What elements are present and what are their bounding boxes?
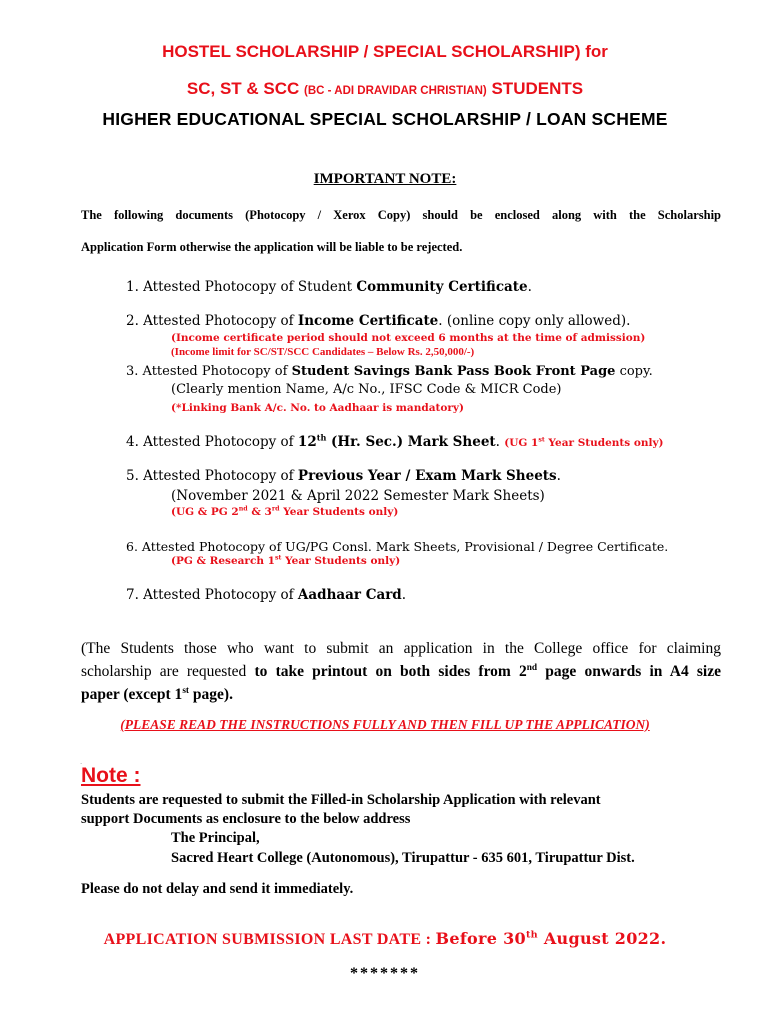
note-heading: Note : bbox=[81, 764, 141, 787]
doc-item-3-note: (*Linking Bank A/c. No. to Aadhaar is mandatory) bbox=[171, 402, 464, 414]
doc-item-7-post: . bbox=[401, 587, 407, 603]
doc-item-5-note-sup2: rd bbox=[271, 505, 280, 513]
doc-item-2-note-1: (Income certificate period should not exceed 6 months at the time of admission) bbox=[171, 332, 646, 344]
footer-stars: ******* bbox=[350, 965, 420, 982]
doc-item-5-sub: (November 2021 & April 2022 Semester Mark Sheets) bbox=[171, 488, 545, 504]
print-note-line-2-pre: scholarship are requested bbox=[81, 663, 255, 680]
title-line-2a: SC, ST & SCC bbox=[186, 79, 305, 98]
doc-item-2-pre: 2. Attested Photocopy of bbox=[126, 313, 298, 329]
doc-item-1-bold: Community Certificate bbox=[356, 279, 528, 295]
doc-item-2-post: . (online copy only allowed). bbox=[438, 313, 631, 329]
doc-item-7-bold: Aadhaar Card bbox=[297, 587, 402, 603]
last-date-line bbox=[0, 929, 770, 949]
doc-item-4-bold-a: 12 bbox=[297, 434, 317, 450]
important-note-line-1: The following documents (Photocopy / Xerox Copy) should be enclosed along with the Scholarship bbox=[81, 208, 721, 222]
doc-item-1 bbox=[126, 279, 532, 295]
doc-item-6: 6. Attested Photocopy of UG/PG Consl. Mark Sheets, Provisional / Degree Certificate. bbox=[126, 539, 669, 554]
important-note-line-2: Application Form otherwise the application will be liable to be rejected. bbox=[81, 240, 463, 254]
doc-item-6-note-b: Year Students only) bbox=[281, 555, 401, 567]
doc-item-4-post: . bbox=[495, 434, 505, 450]
important-note-heading: IMPORTANT NOTE: bbox=[313, 171, 457, 187]
doc-item-2-note-2: (Income limit for SC/ST/SCC Candidates – Below Rs. 2,50,000/-) bbox=[171, 346, 475, 358]
title-line-3: HIGHER EDUCATIONAL SPECIAL SCHOLARSHIP / LOAN SCHEME bbox=[102, 109, 668, 129]
doc-item-1-post: . bbox=[527, 279, 532, 295]
title-line-2 bbox=[0, 79, 770, 99]
doc-item-4-pre: 4. Attested Photocopy of bbox=[126, 434, 298, 450]
last-date-value-b: August 2022. bbox=[537, 929, 667, 948]
print-note-line-2-bold2: page onwards in A4 size bbox=[537, 663, 721, 680]
print-note-line-2 bbox=[81, 660, 721, 683]
doc-item-3 bbox=[126, 364, 653, 379]
doc-item-5-note-sup1: nd bbox=[238, 505, 248, 513]
doc-item-4-note bbox=[504, 437, 663, 449]
note-address-line-2: Sacred Heart College (Autonomous), Tirupattur - 635 601, Tirupattur Dist. bbox=[171, 850, 635, 866]
doc-item-3-sub: (Clearly mention Name, A/c No., IFSC Code & MICR Code) bbox=[171, 382, 562, 397]
doc-item-7-pre: 7. Attested Photocopy of bbox=[126, 587, 298, 603]
doc-item-4-bold-b: (Hr. Sec.) Mark Sheet bbox=[326, 434, 496, 450]
print-note-line-2-sup: nd bbox=[526, 662, 538, 673]
doc-item-2 bbox=[126, 313, 630, 329]
doc-item-3-pre: 3. Attested Photocopy of bbox=[126, 364, 292, 379]
doc-item-6-note bbox=[171, 555, 400, 567]
title-line-1: HOSTEL SCHOLARSHIP / SPECIAL SCHOLARSHIP) for bbox=[162, 42, 608, 61]
note-line-3: Please do not delay and send it immediately. bbox=[81, 881, 354, 897]
doc-item-6-note-a: (PG & Research 1 bbox=[171, 555, 275, 567]
print-note-line-2-bold: to take printout on both sides from 2 bbox=[254, 663, 527, 680]
doc-item-5-note-c: Year Students only) bbox=[279, 506, 399, 518]
doc-item-3-post: copy. bbox=[615, 364, 653, 379]
doc-item-5-pre: 5. Attested Photocopy of bbox=[126, 468, 298, 484]
doc-item-4-sup: th bbox=[316, 432, 327, 443]
doc-item-4-note-a: (UG 1 bbox=[504, 437, 539, 449]
doc-item-5-post: . bbox=[556, 468, 561, 484]
doc-item-6-note-sup: st bbox=[274, 554, 282, 562]
doc-item-4 bbox=[126, 434, 664, 450]
print-note-line-3-a: paper (except 1 bbox=[81, 686, 183, 703]
doc-item-2-bold: Income Certificate bbox=[297, 313, 439, 329]
stray-dot: . bbox=[80, 757, 83, 766]
doc-item-5-note-a: (UG & PG 2 bbox=[171, 506, 239, 518]
doc-item-4-note-b: Year Students only) bbox=[544, 437, 664, 449]
print-note-paragraph bbox=[81, 637, 721, 706]
doc-item-5-bold: Previous Year / Exam Mark Sheets bbox=[297, 468, 557, 484]
doc-item-4-note-sup: st bbox=[538, 436, 545, 444]
print-note-line-3-b: page). bbox=[189, 686, 233, 703]
note-line-2: support Documents as enclosure to the below address bbox=[81, 811, 411, 827]
doc-item-5 bbox=[126, 468, 561, 484]
doc-item-7 bbox=[126, 587, 406, 603]
title-line-2b: STUDENTS bbox=[486, 79, 584, 98]
last-date-sup: th bbox=[525, 929, 538, 941]
note-address-line-1: The Principal, bbox=[171, 830, 260, 846]
read-instructions-note: (PLEASE READ THE INSTRUCTIONS FULLY AND THEN FILL UP THE APPLICATION) bbox=[120, 717, 650, 732]
doc-item-5-note bbox=[171, 506, 398, 518]
doc-item-3-bold: Student Savings Bank Pass Book Front Page bbox=[291, 364, 616, 379]
print-note-line-3-sup: st bbox=[182, 685, 190, 696]
last-date-value-a: Before 30 bbox=[435, 929, 526, 948]
last-date-label: APPLICATION SUBMISSION LAST DATE : bbox=[103, 931, 436, 948]
print-note-line-3 bbox=[81, 683, 721, 706]
doc-item-1-pre: 1. Attested Photocopy of Student bbox=[126, 279, 357, 295]
note-line-1: Students are requested to submit the Filled-in Scholarship Application with relevant bbox=[81, 792, 601, 808]
title-line-2-small: (BC - ADI DRAVIDAR CHRISTIAN) bbox=[304, 85, 487, 97]
print-note-line-1: (The Students those who want to submit an application in the College office for claiming bbox=[81, 640, 721, 657]
doc-item-5-note-b: & 3 bbox=[247, 506, 272, 518]
